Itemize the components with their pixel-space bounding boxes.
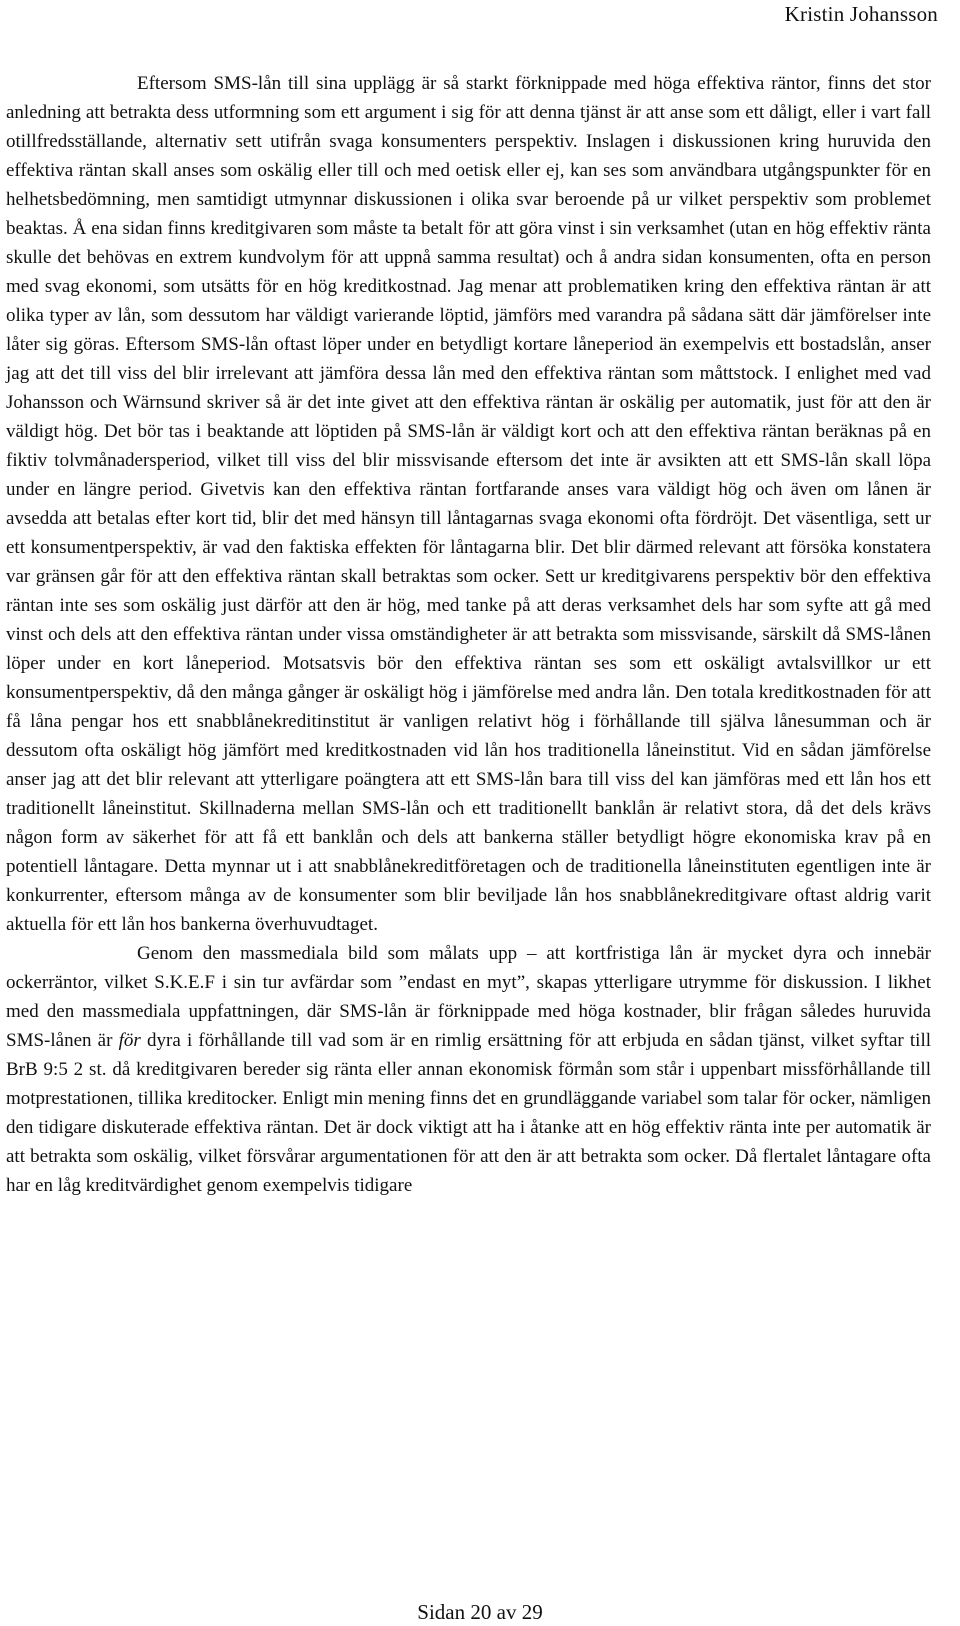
paragraph-2-text-b: dyra i förhållande till vad som är en rimlig ersättning för att erbjuda en sådan tjänst, vilket syftar till BrB 9:5 2 st. då kreditgivaren bereder sig ränta eller annan ekonomisk förmån som står i uppenbart missförhållande till motprestationen, tillika kreditocker. Enligt min mening finns det en grundläggande variabel som talar för ocker, nämligen den tidigare diskuterade effektiva räntan. Det är dock viktigt att ha i åtanke att en hög effektiv ränta inte per automatik är att betrakta som oskälig, vilket försvårar argumentationen för att den är att betrakta som ocker. Då flertalet låntagare ofta har en låg kreditvärdighet genom exempelvis tidigare xyxy=(6,1030,932,1196)
paragraph-2-text-a: Genom den massmediala bild som målats upp – att kortfristiga lån är mycket dyra och innebär ockerräntor, vilket S.K.E.F i sin tur avfärdar som ”endast en myt”, skapas ytterligare utrymme för diskussion. I likhet med den massmediala uppfattningen, där SMS-lån är förknippade med höga kostnader, blir frågan således huruvida SMS-lånen är xyxy=(6,943,931,1051)
paragraph-1: Eftersom SMS-lån till sina upplägg är så starkt förknippade med höga effektiva räntor, finns det stor anledning att betrakta dess utformning som ett argument i sig för att denna tjänst är att anse som ett dåligt, eller i vart fall otillfredsställande, alternativ sett utifrån svaga konsumenters perspektiv. Inslagen i diskussionen kring huruvida den effektiva räntan skall anses som oskälig eller till och med oetisk eller ej, kan ses som användbara utgångspunkter för en helhetsbedömning, men samtidigt utmynnar diskussionen i olika svar beroende på ur vilket perspektiv som problemet beaktas. Å ena sidan finns kreditgivaren som måste ta betalt för att göra vinst i sin verksamhet (utan en hög effektiv ränta skulle det behövas en extrem kundvolym för att uppnå samma resultat) och å andra sidan konsumenten, ofta en person med svag ekonomi, som utsätts för en hög kreditkostnad. Jag menar att problematiken kring den effektiva räntan är att olika typer av lån, som dessutom har väldigt varierande löptid, jämförs med varandra på sådana sätt där jämförelser inte låter sig göras. Eftersom SMS-lån oftast löper under en betydligt kortare låneperiod än exempelvis ett bostadslån, anser jag att det till viss del blir irrelevant att jämföra dessa lån med den effektiva räntan som måttstock. I enlighet med vad Johansson och Wärnsund skriver så är det inte givet att den effektiva räntan är oskälig per automatik, just för att den är väldigt hög. Det bör tas i beaktande att löptiden på SMS-lån är väldigt kort och att den effektiva räntan beräknas på en fiktiv tolvmånadersperiod, vilket till viss del blir missvisande eftersom det inte är avsikten att ett SMS-lån skall löpa under en längre period. Givetvis kan den effektiva räntan fortfarande anses vara väldigt hög och även om lånen är avsedda att betalas efter kort tid, blir det med hänsyn till låntagarnas svaga ekonomi ofta fördröjt. Det väsentliga, sett ur ett konsumentperspektiv, är vad den faktiska effekten för låntagarna blir. Det blir därmed relevant att försöka konstatera var gränsen går för att den effektiva räntan skall betraktas som ocker. Sett ur kreditgivarens perspektiv bör den effektiva räntan inte ses som oskälig just därför att den är hög, med tanke på att deras verksamhet dels har som syfte att gå med vinst och dels att den effektiva räntan under vissa omständigheter är att betrakta som missvisande, särskilt då SMS-lånen löper under en kort låneperiod. Motsatsvis bör den effektiva räntan ses som ett oskäligt avtalsvillkor ur ett konsumentperspektiv, då den många gånger är oskäligt hög i jämförelse med andra lån. Den totala kreditkostnaden för att få låna pengar hos ett snabblånekreditinstitut är vanligen relativt hög i förhållande till själva lånesumman och är dessutom ofta oskäligt hög jämfört med kreditkostnaden vid lån hos traditionella låneinstitut. Vid en sådan jämförelse anser jag att det blir relevant att ytterligare poängtera att ett SMS-lån bara till viss del kan jämföras med ett lån hos ett traditionellt låneinstitut. Skillnaderna mellan SMS-lån och ett traditionellt banklån är relativt stora, då det dels krävs någon form av säkerhet för att få ett banklån och dels att bankerna ställer betydligt högre ekonomiska krav på en potentiell låntagare. Detta mynnar ut i att snabblånekreditföretagen och de traditionella låneinstituten egentligen inte är konkurrenter, eftersom många av de konsumenter som blir beviljade lån hos snabblånekreditgivare oftast aldrig varit aktuella för ett lån hos bankerna överhuvudtaget. xyxy=(6,73,931,935)
page-number: Sidan 20 av 29 xyxy=(417,1600,543,1624)
paragraph-2 xyxy=(6,939,931,1200)
document-body xyxy=(6,69,931,1200)
emphasized-word: för xyxy=(118,1030,141,1051)
page-header-author: Kristin Johansson xyxy=(784,2,938,26)
